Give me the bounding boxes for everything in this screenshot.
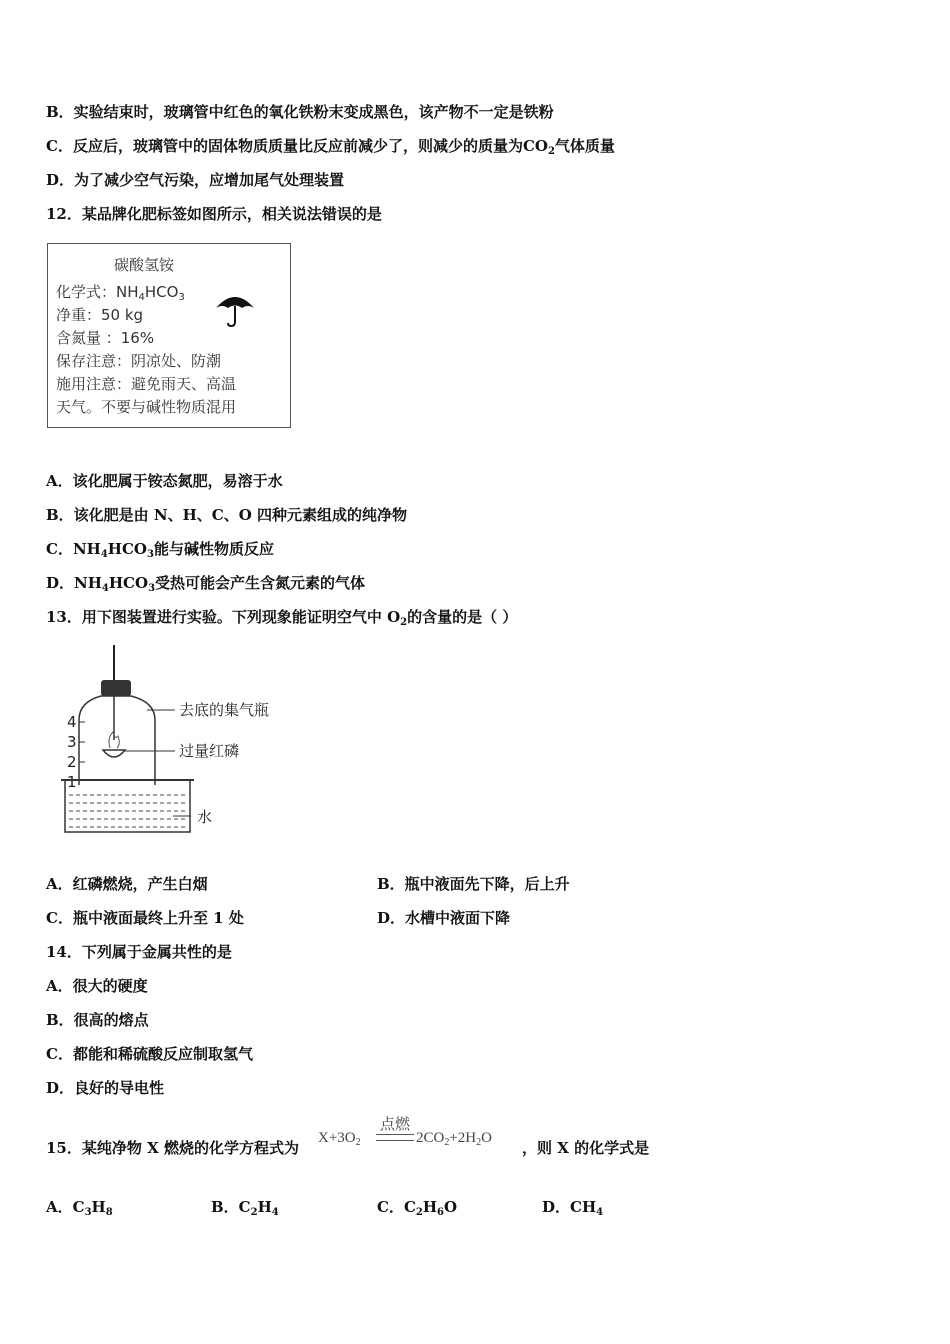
q12-option-b: B．该化肥是由 N、H、C、O 四种元素组成的纯净物 [46, 506, 408, 524]
label-water: 水 [197, 808, 213, 826]
q13-option-a: A．红磷燃烧，产生白烟 [46, 875, 208, 893]
q15-option-a: A．$C_3H_8$ [46, 1198, 113, 1218]
q14-option-a: A．很大的硬度 [46, 977, 148, 995]
q14-option-c: C．都能和稀硫酸反应制取氢气 [46, 1045, 253, 1063]
q14-stem: 14．下列属于金属共性的是 [46, 943, 232, 961]
q13-option-d: D．水槽中液面下降 [377, 909, 511, 927]
q12-option-c: C．$NH_4HCO_3$能与碱性物质反应 [46, 540, 274, 560]
q11-option-c: C．反应后，玻璃管中的固体物质质量比反应前减少了，则减少的质量为$CO_2$气体质量 [46, 137, 615, 157]
q13-option-c: C．瓶中液面最终上升至 1 处 [46, 909, 244, 927]
label-use-2: 天气。不要与碱性物质混用 [56, 398, 237, 416]
q15-option-b: B．$C_2H_4$ [211, 1198, 279, 1218]
label-storage: 保存注意：阴凉处、防潮 [56, 352, 222, 370]
label-use-1: 施用注意：避免雨天、高温 [56, 375, 237, 393]
q12-option-d: D．$NH_4HCO_3$受热可能会产生含氮元素的气体 [46, 574, 366, 594]
q13-option-b: B．瓶中液面先下降，后上升 [377, 875, 570, 893]
scale-4: 4 [67, 713, 77, 731]
rubber-stopper [101, 680, 131, 696]
water-surface [69, 795, 186, 827]
bottle-scale [79, 722, 85, 780]
label-title: 碳酸氢铵 [114, 256, 175, 274]
q12-option-a: A．该化肥属于铵态氮肥，易溶于水 [46, 472, 283, 490]
q15-stem: 15．某纯净物 X 燃烧的化学方程式为 [46, 1139, 299, 1157]
q15-option-c: C．$C_2H_6O$ [377, 1198, 458, 1218]
combustion-spoon [103, 750, 125, 757]
label-nitrogen: 含氮量 ：16% [56, 329, 155, 347]
q15-stem-post: ，则 X 的化学式是 [522, 1139, 650, 1157]
scale-2: 2 [67, 753, 77, 771]
umbrella-icon [214, 292, 256, 328]
experiment-diagram [55, 640, 315, 840]
fertilizer-label [47, 243, 291, 428]
scale-1: 1 [67, 773, 77, 791]
gas-bottle [79, 696, 155, 785]
scale-3: 3 [67, 733, 77, 751]
equation-right: $2CO_2+2H_2O$ [416, 1130, 492, 1148]
label-net-weight: 净重：50 kg [56, 306, 144, 324]
q14-option-d: D．良好的导电性 [46, 1079, 165, 1097]
water-trough [65, 780, 190, 832]
q11-option-b: B．实验结束时，玻璃管中红色的氧化铁粉末变成黑色，该产物不一定是铁粉 [46, 103, 554, 121]
q12-stem: 12．某品牌化肥标签如图所示，相关说法错误的是 [46, 205, 382, 223]
q15-option-d: D．$CH_4$ [542, 1198, 604, 1218]
q14-option-b: B．很高的熔点 [46, 1011, 149, 1029]
equation-equals [376, 1134, 414, 1141]
label-bottle: 去底的集气瓶 [179, 701, 270, 719]
label-phosphorus: 过量红磷 [179, 742, 240, 760]
q11-option-d: D．为了减少空气污染，应增加尾气处理装置 [46, 171, 345, 189]
label-formula: 化学式：$NH_4HCO_3$ [56, 283, 185, 303]
q13-stem: 13．用下图装置进行实验。下列现象能证明空气中 $O_2$的含量的是（ ） [46, 608, 518, 628]
equation-left: $X+3O_2$ [318, 1130, 361, 1148]
equation-condition: 点燃 [380, 1117, 411, 1133]
